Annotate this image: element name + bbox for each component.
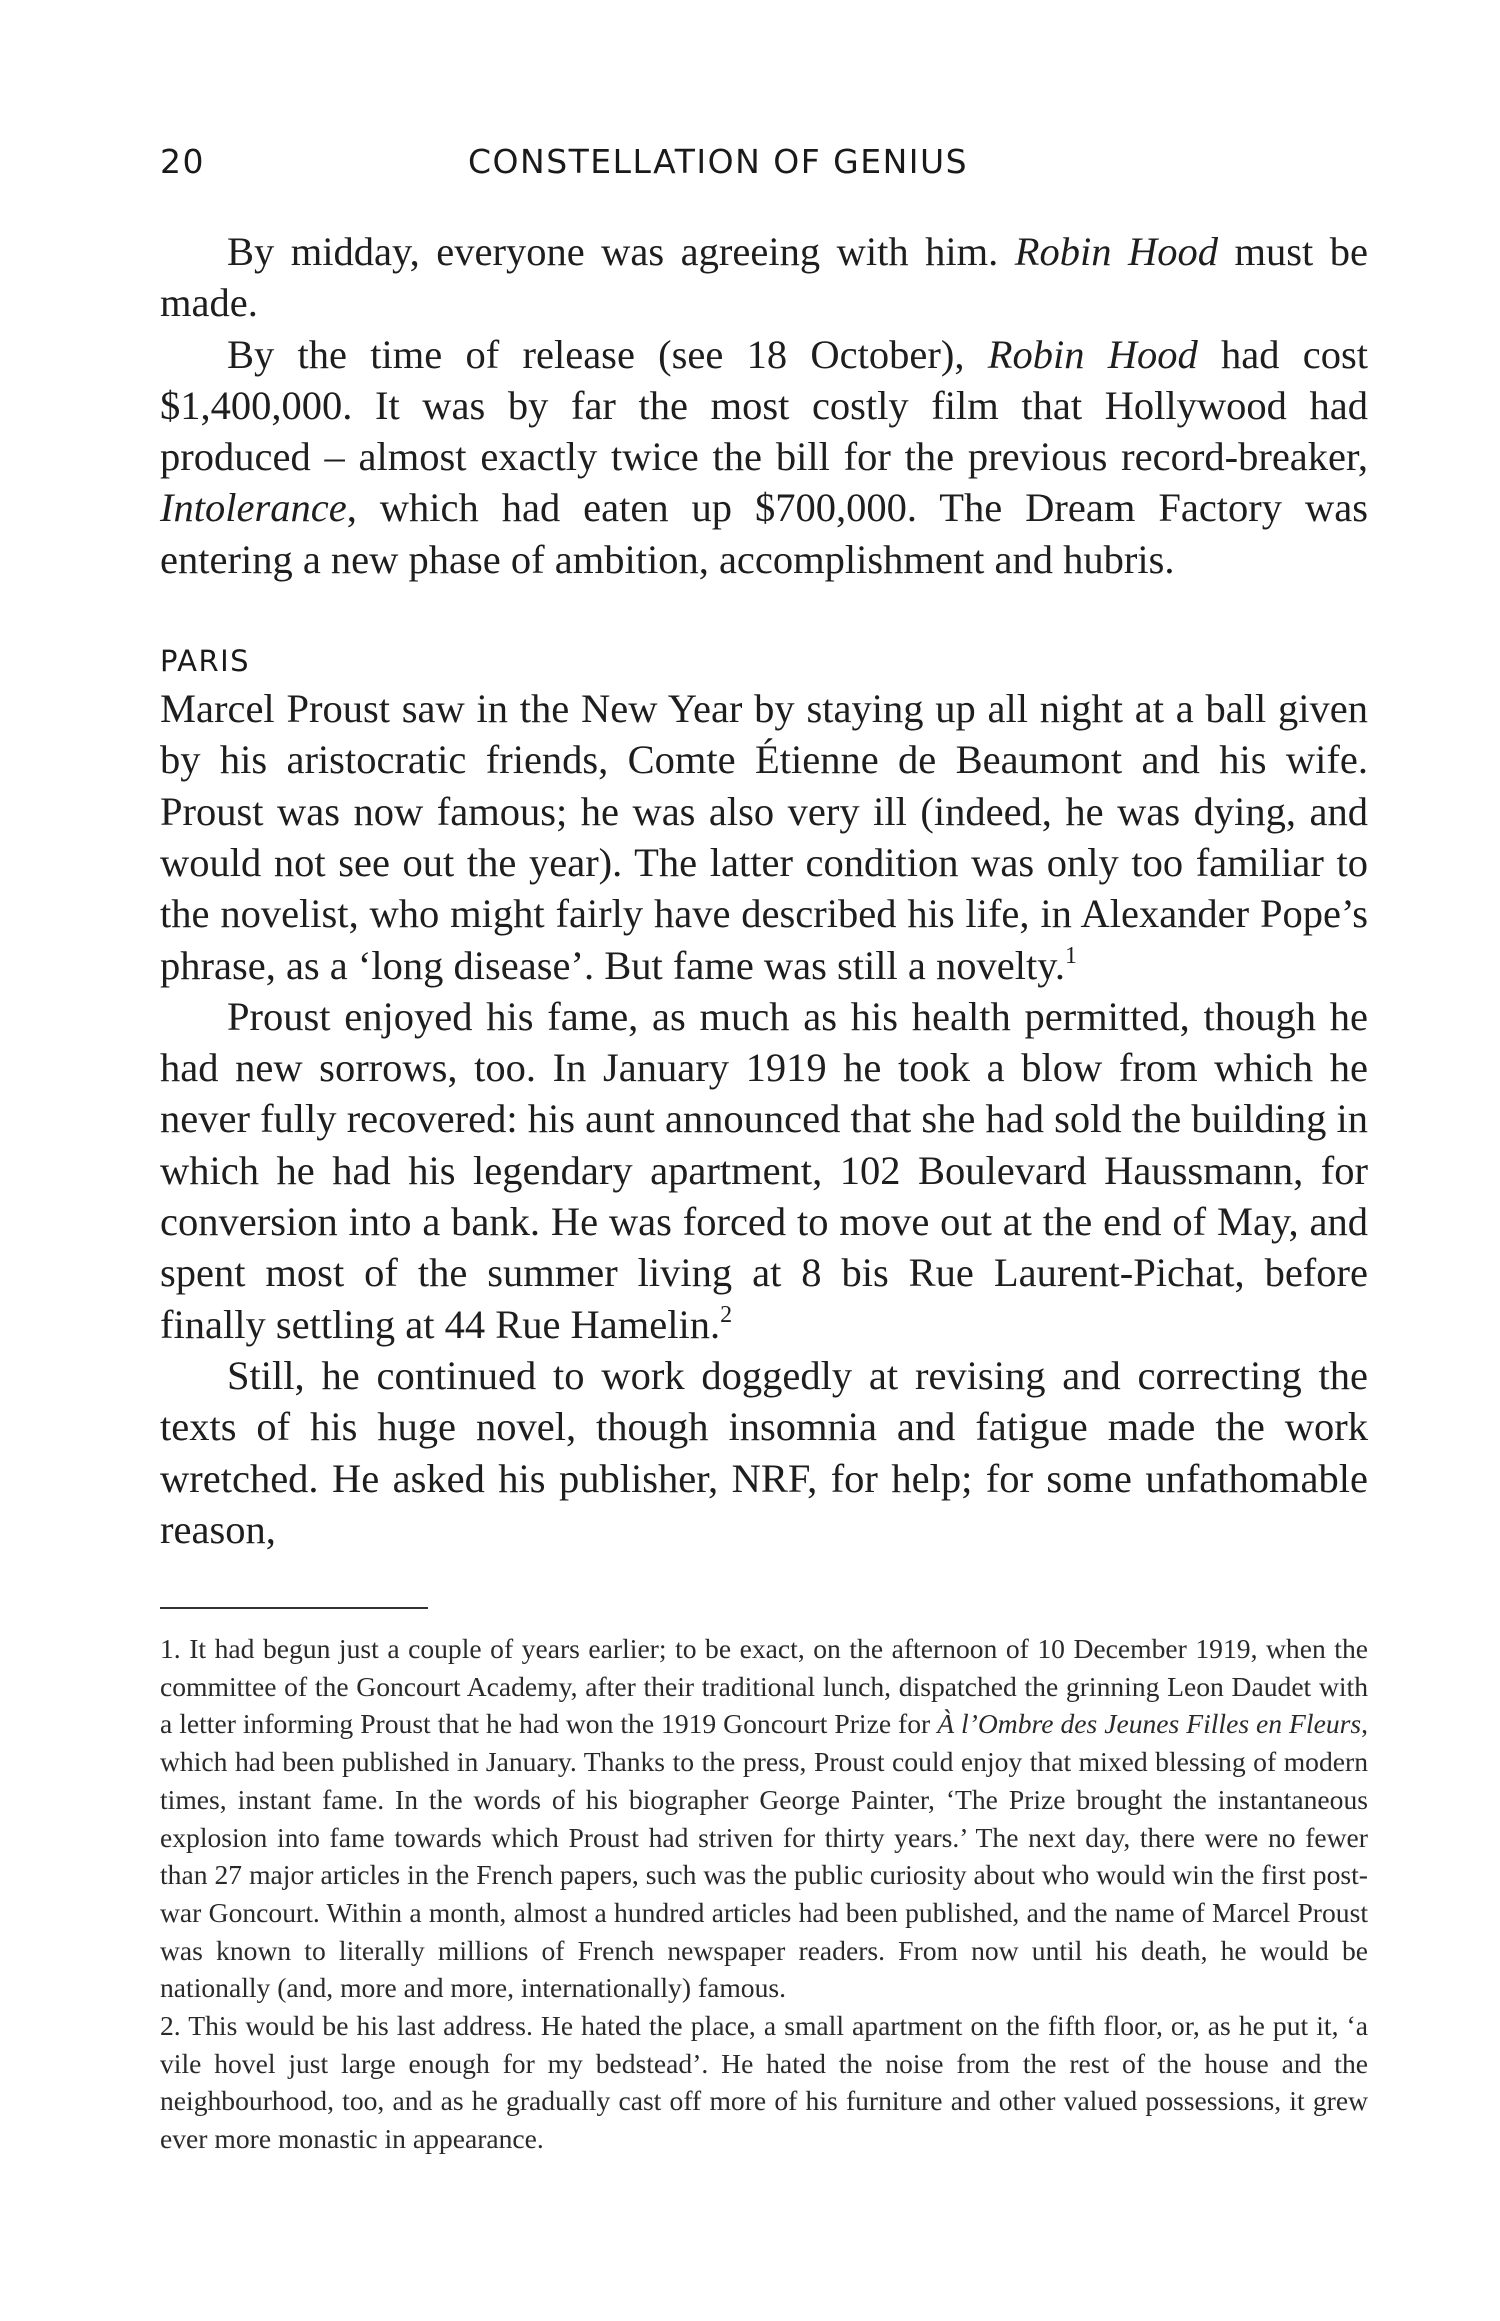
book-title: À l’Ombre des Jeunes Filles en Fleurs <box>937 1708 1362 1740</box>
paragraph <box>160 329 1368 585</box>
text-run: had cost $1,400,000. It was by far the most costly film that Hollywood had produced – almost exactly twice the bill for the previous record-breaker, <box>160 331 1368 480</box>
text-run: must be made. <box>160 229 1368 326</box>
section-heading: PARIS <box>160 644 251 679</box>
footnotes <box>160 1630 1368 2158</box>
paragraph <box>160 1350 1368 1555</box>
running-title: CONSTELLATION OF GENIUS <box>468 142 969 181</box>
page-number: 20 <box>160 142 205 181</box>
text-run: Still, he continued to work doggedly at revising and correcting the texts of his huge novel, though insomnia and fatigue made the work wretched. He asked his publisher, NRF, for help; for some unfathomable reason, <box>160 1352 1368 1552</box>
footnote <box>160 2007 1368 2158</box>
footnote-ref: 1 <box>1065 942 1078 969</box>
footnote-ref: 2 <box>720 1301 733 1328</box>
paragraph <box>160 991 1368 1350</box>
film-title: Intolerance <box>160 485 347 531</box>
text-run: 2. This would be his last address. He hated the place, a small apartment on the fifth floor, or, as he put it, ‘a vile hovel just large enough for my bedstead’. He hated the noise from the rest of the house and the neighbourhood, too, and as he gradually cast off more of his furniture and other valued possessions, it grew ever more monastic in appearance. <box>160 2010 1368 2155</box>
film-title: Robin Hood <box>1014 229 1218 274</box>
running-head <box>160 142 1370 192</box>
text-run: , which had been published in January. Thanks to the press, Proust could enjoy that mixed blessing of modern times, instant fame. In the words of his biographer George Painter, ‘The Prize brought the instantaneous explosion into fame towards which Proust had striven for thirty years.’ The next day, there were no fewer than 27 major articles in the French papers, such was the public curiosity about who would win the first post-war Goncourt. Within a month, almost a hundred articles had been published, and the name of Marcel Proust was known to literally millions of French newspaper readers. From now until his death, he would be nationally (and, more and more, internationally) famous. <box>160 1708 1369 2004</box>
paragraph <box>160 683 1368 991</box>
footnote <box>160 1630 1368 2007</box>
paragraph <box>160 226 1368 329</box>
text-run: 1. It had begun just a couple of years earlier; to be exact, on the afternoon of 10 December 1919, when the committee of the Goncourt Academy, after their traditional lunch, dispatched the grinning Leon Daudet with a letter informing Proust that he had won the 1919 Goncourt Prize for <box>160 1633 1368 1740</box>
body-text <box>160 226 1368 1555</box>
text-run: By midday, everyone was agreeing with him. <box>227 229 1015 274</box>
text-run: , which had eaten up $700,000. The Dream Factory was entering a new phase of ambition, accomplishment and hubris. <box>160 485 1368 582</box>
text-run: Proust enjoyed his fame, as much as his health permitted, though he had new sorrows, too. In January 1919 he took a blow from which he never fully recovered: his aunt announced that she had sold the building in which he had his legendary apartment, 102 Boulevard Haussmann, for conversion into a bank. He was forced to move out at the end of May, and spent most of the summer living at 8 bis Rue Laurent-Pichat, before finally settling at 44 Rue Hamelin. <box>160 993 1368 1347</box>
film-title: Robin Hood <box>987 331 1198 377</box>
footnote-divider <box>160 1607 428 1609</box>
text-run: Marcel Proust saw in the New Year by staying up all night at a ball given by his aristocratic friends, Comte Étienne de Beaumont and his wife. Proust was now famous; he was also very ill (indeed, he was dying, and would not see out the year). The latter condition was only too familiar to the novelist, who might fairly have described his life, in Alexander Pope’s phrase, as a ‘long disease’. But fame was still a novelty. <box>160 686 1368 988</box>
text-run: By the time of release (see 18 October), <box>227 331 988 377</box>
